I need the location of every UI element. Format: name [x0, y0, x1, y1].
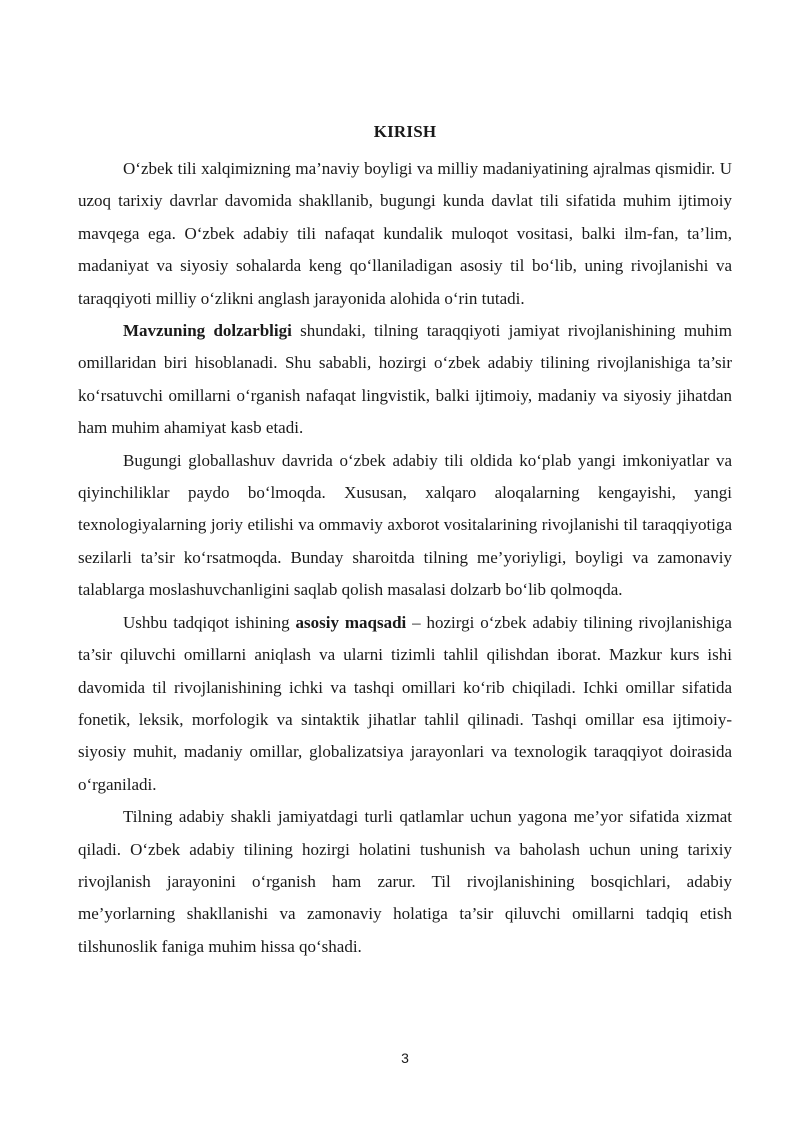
paragraph-introduction — [78, 153, 732, 315]
paragraph-globalization — [78, 445, 732, 607]
paragraph-main-goal — [78, 607, 732, 801]
paragraph-text: – hozirgi o‘zbek adabiy tilining rivojlanishiga ta’sir qiluvchi omillarni aniqlash va ularni tizimli tahlil qilishdan iborat. Mazkur kurs ishi davomida til rivojlanishining ichki va tashqi omillari ko‘rib chiqiladi. Ichki omillar sifatida fonetik, leksik, morfologik va sintaktik jihatlar tahlil qilinadi. Tashqi omillar esa ijtimoiy-siyosiy muhit, madaniy omillar, globalizatsiya jarayonlari va texnologik taraqqiyot doirasida o‘rganiladi. — [78, 612, 732, 794]
bold-term-main-goal: asosiy maqsadi — [295, 612, 407, 632]
paragraph-text: O‘zbek tili xalqimizning ma’naviy boyligi va milliy madaniyatining ajralmas qismidir. U uzoq tarixiy davrlar davomida shakllanib, bugungi kunda davlat tili sifatida muhim ijtimoiy mavqega ega. O‘zbek adabiy tili nafaqat kundalik muloqot vositasi, balki ilm-fan, ta’lim, madaniyat va siyosiy sohalarda keng qo‘llaniladigan asosiy til bo‘lib, uning rivojlanishi va taraqqiyoti milliy o‘zlikni anglash jarayonida alohida o‘rin tutadi. — [78, 159, 732, 308]
section-title: KIRISH — [373, 122, 437, 141]
paragraph-text: Tilning adabiy shakli jamiyatdagi turli qatlamlar uchun yagona me’yor sifatida xizmat qiladi. O‘zbek adabiy tilining hozirgi holatini tushunish va baholash uchun uning tarixiy rivojlanish jarayonini o‘rganish ham zarur. Til rivojlanishining bosqichlari, adabiy me’yorlarning shakllanishi va zamonaviy holatiga ta’sir qiluvchi omillarni tadqiq etish tilshunoslik faniga muhim hissa qo‘shadi. — [78, 807, 732, 956]
document-page — [78, 118, 732, 963]
bold-term-relevance: Mavzuning dolzarbligi — [123, 321, 292, 341]
paragraph-relevance — [78, 315, 732, 445]
paragraph-lead-text: Ushbu tadqiqot ishining — [123, 612, 296, 632]
paragraph-literary-norm — [78, 801, 732, 963]
paragraph-text: shundaki, tilning taraqqiyoti jamiyat rivojlanishining muhim omillaridan biri hisoblanadi. Shu sababli, hozirgi o‘zbek adabiy tilining rivojlanishiga ta’sir ko‘rsatuvchi omillarni o‘rganish nafaqat lingvistik, balki ijtimoiy, madaniy va siyosiy jihatdan ham muhim ahamiyat kasb etadi. — [78, 321, 732, 438]
page-number: 3 — [401, 1050, 409, 1066]
paragraph-text: Bugungi globallashuv davrida o‘zbek adabiy tili oldida ko‘plab yangi imkoniyatlar va qiyinchiliklar paydo bo‘lmoqda. Xususan, xalqaro aloqalarning kengayishi, yangi texnologiyalarning joriy etilishi va ommaviy axborot vositalarining rivojlanishi til taraqqiyotiga sezilarli ta’sir ko‘rsatmoqda. Bunday sharoitda tilning me’yoriyligi, boyligi va zamonaviy talablarga moslashuvchanligini saqlab qolish masalasi dolzarb bo‘lib qolmoqda. — [78, 450, 732, 600]
